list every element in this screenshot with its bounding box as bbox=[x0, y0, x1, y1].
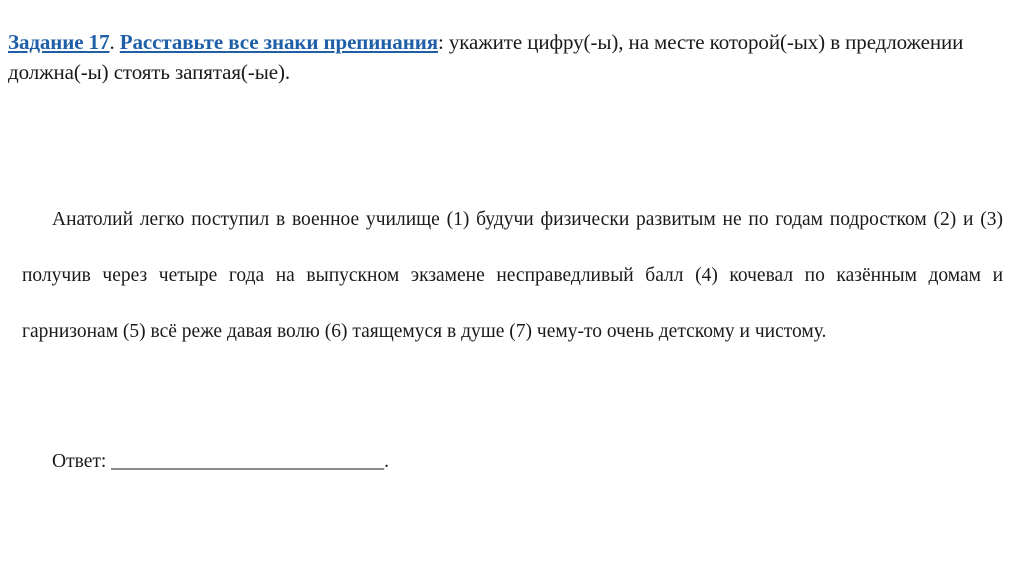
answer-line bbox=[52, 448, 389, 476]
answer-label: Ответ: bbox=[52, 451, 107, 472]
instruction-link[interactable]: Расставьте все знаки препинания bbox=[119, 30, 438, 54]
task-number-dot: . bbox=[109, 30, 115, 54]
task-number-link[interactable]: Задание 17 bbox=[8, 30, 110, 54]
answer-end: . bbox=[384, 451, 390, 472]
exercise-passage: Анатолий легко поступил в военное училище (1) будучи физически развитым не по годам подростком (2) и (3) получив через четыре года на выпускном экзамене несправедливый балл (4) кочевал по казённым домам и гарнизонам (5) всё реже давая волю (6) таящемуся в душе (7) чему-то очень детскому и чистому. bbox=[22, 209, 1003, 342]
task-header bbox=[8, 27, 1020, 87]
instruction-text: : укажите цифру(-ы), на месте которой(-ых) в предложении должна(-ы) стоять запятая(-ые). bbox=[8, 30, 964, 84]
answer-blank: ____________________________ bbox=[111, 451, 385, 472]
